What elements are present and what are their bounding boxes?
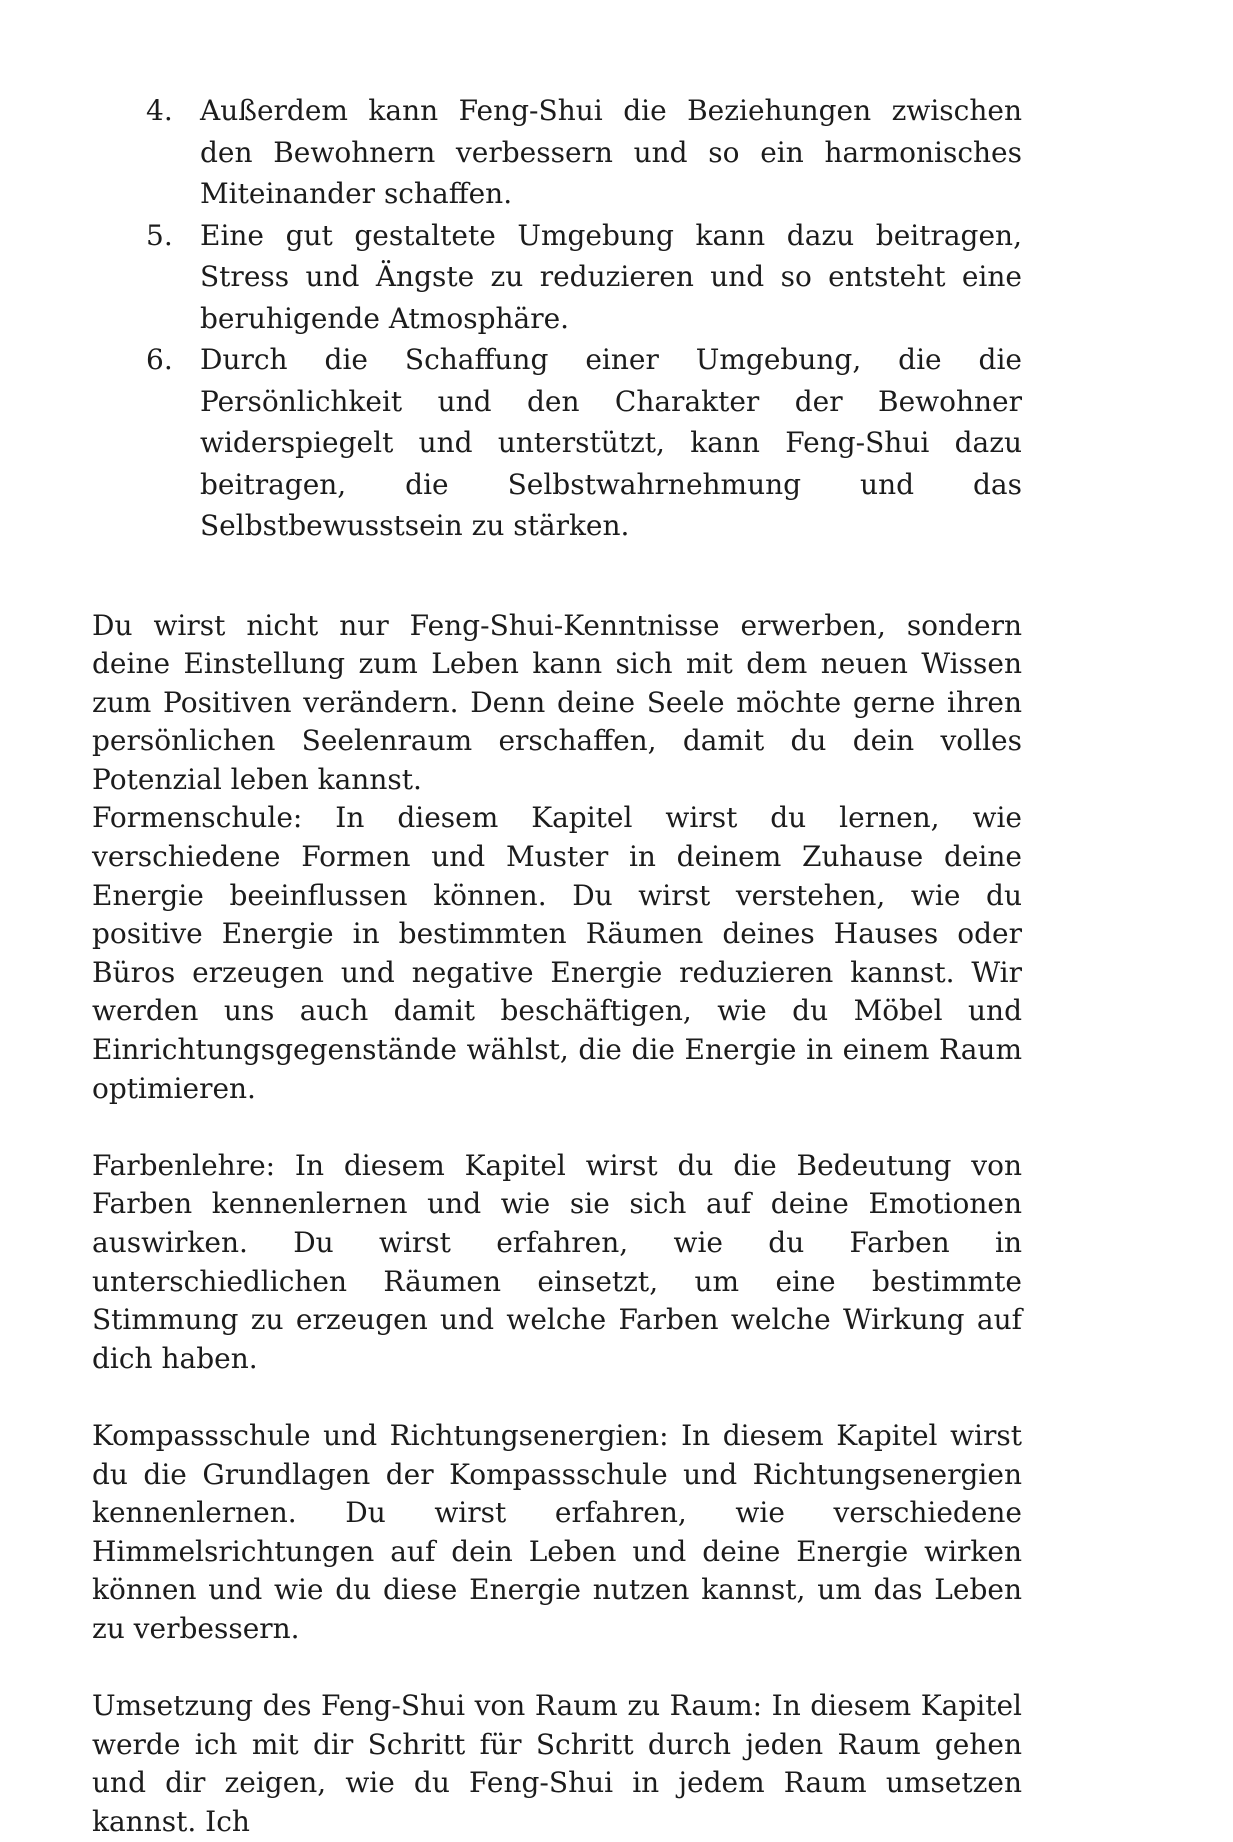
numbered-list bbox=[92, 90, 1022, 547]
list-item bbox=[146, 339, 1022, 547]
paragraph-umsetzung: Umsetzung des Feng-Shui von Raum zu Raum: In diesem Kapitel werde ich mit dir Schritt für Schritt durch jeden Raum gehen und dir zeigen, wie du Feng-Shui in jedem Raum umsetzen kannst. Ich bbox=[92, 1689, 1022, 1838]
document-page bbox=[92, 90, 1022, 1842]
list-text: Eine gut gestaltete Umgebung kann dazu beitragen, Stress und Ängste zu reduzieren und so entsteht eine beruhigende Atmosphäre. bbox=[200, 218, 1022, 335]
list-number: 5. bbox=[146, 218, 173, 252]
list-number: 6. bbox=[146, 343, 173, 376]
list-text: Außerdem kann Feng-Shui die Beziehungen zwischen den Bewohnern verbessern und so ein harmonisches Miteinander schaffen. bbox=[200, 94, 1022, 210]
paragraph-intro: Du wirst nicht nur Feng-Shui-Kenntnisse erwerben, sondern deine Einstellung zum Leben kann sich mit dem neuen Wissen zum Positiven verändern. Denn deine Seele möchte gerne ihren persönlichen Seelenraum erschaffen, damit du dein volles Potenzial leben kannst. bbox=[92, 608, 1022, 796]
paragraph-farbenlehre: Farbenlehre: In diesem Kapitel wirst du die Bedeutung von Farben kennenlernen und wie sie sich auf deine Emotionen auswirken. Du wirst erfahren, wie du Farben in unterschiedlichen Räumen einsetzt, um eine bestimmte Stimmung zu erzeugen und welche Farben welche Wirkung auf dich haben. bbox=[92, 1148, 1022, 1375]
list-item bbox=[146, 215, 1022, 340]
paragraph-formenschule: Formenschule: In diesem Kapitel wirst du lernen, wie verschiedene Formen und Muster in deinem Zuhause deine Energie beeinflussen können. Du wirst verstehen, wie du positive Energie in bestimmten Räumen deines Hauses oder Büros erzeugen und negative Energie reduzieren kannst. Wir werden uns auch damit beschäftigen, wie du Möbel und Einrichtungsgegenstände wählst, die die Energie in einem Raum optimieren. bbox=[92, 801, 1022, 1105]
list-number: 4. bbox=[146, 94, 173, 127]
list-item bbox=[146, 90, 1022, 215]
paragraph-kompassschule: Kompassschule und Richtungsenergien: In diesem Kapitel wirst du die Grundlagen der Kompassschule und Richtungsenergien kennenlernen. Du wirst erfahren, wie verschiedene Himmelsrichtungen auf dein Leben und deine Energie wirken können und wie du diese Energie nutzen kannst, um das Leben zu verbessern. bbox=[92, 1418, 1022, 1645]
list-text: Durch die Schaffung einer Umgebung, die die Persönlichkeit und den Charakter der Bewohner widerspiegelt und unterstützt, kann Feng-Shui dazu beitragen, die Selbstwahrnehmung und das Selbstbewusstsein zu stärken. bbox=[200, 343, 1022, 542]
